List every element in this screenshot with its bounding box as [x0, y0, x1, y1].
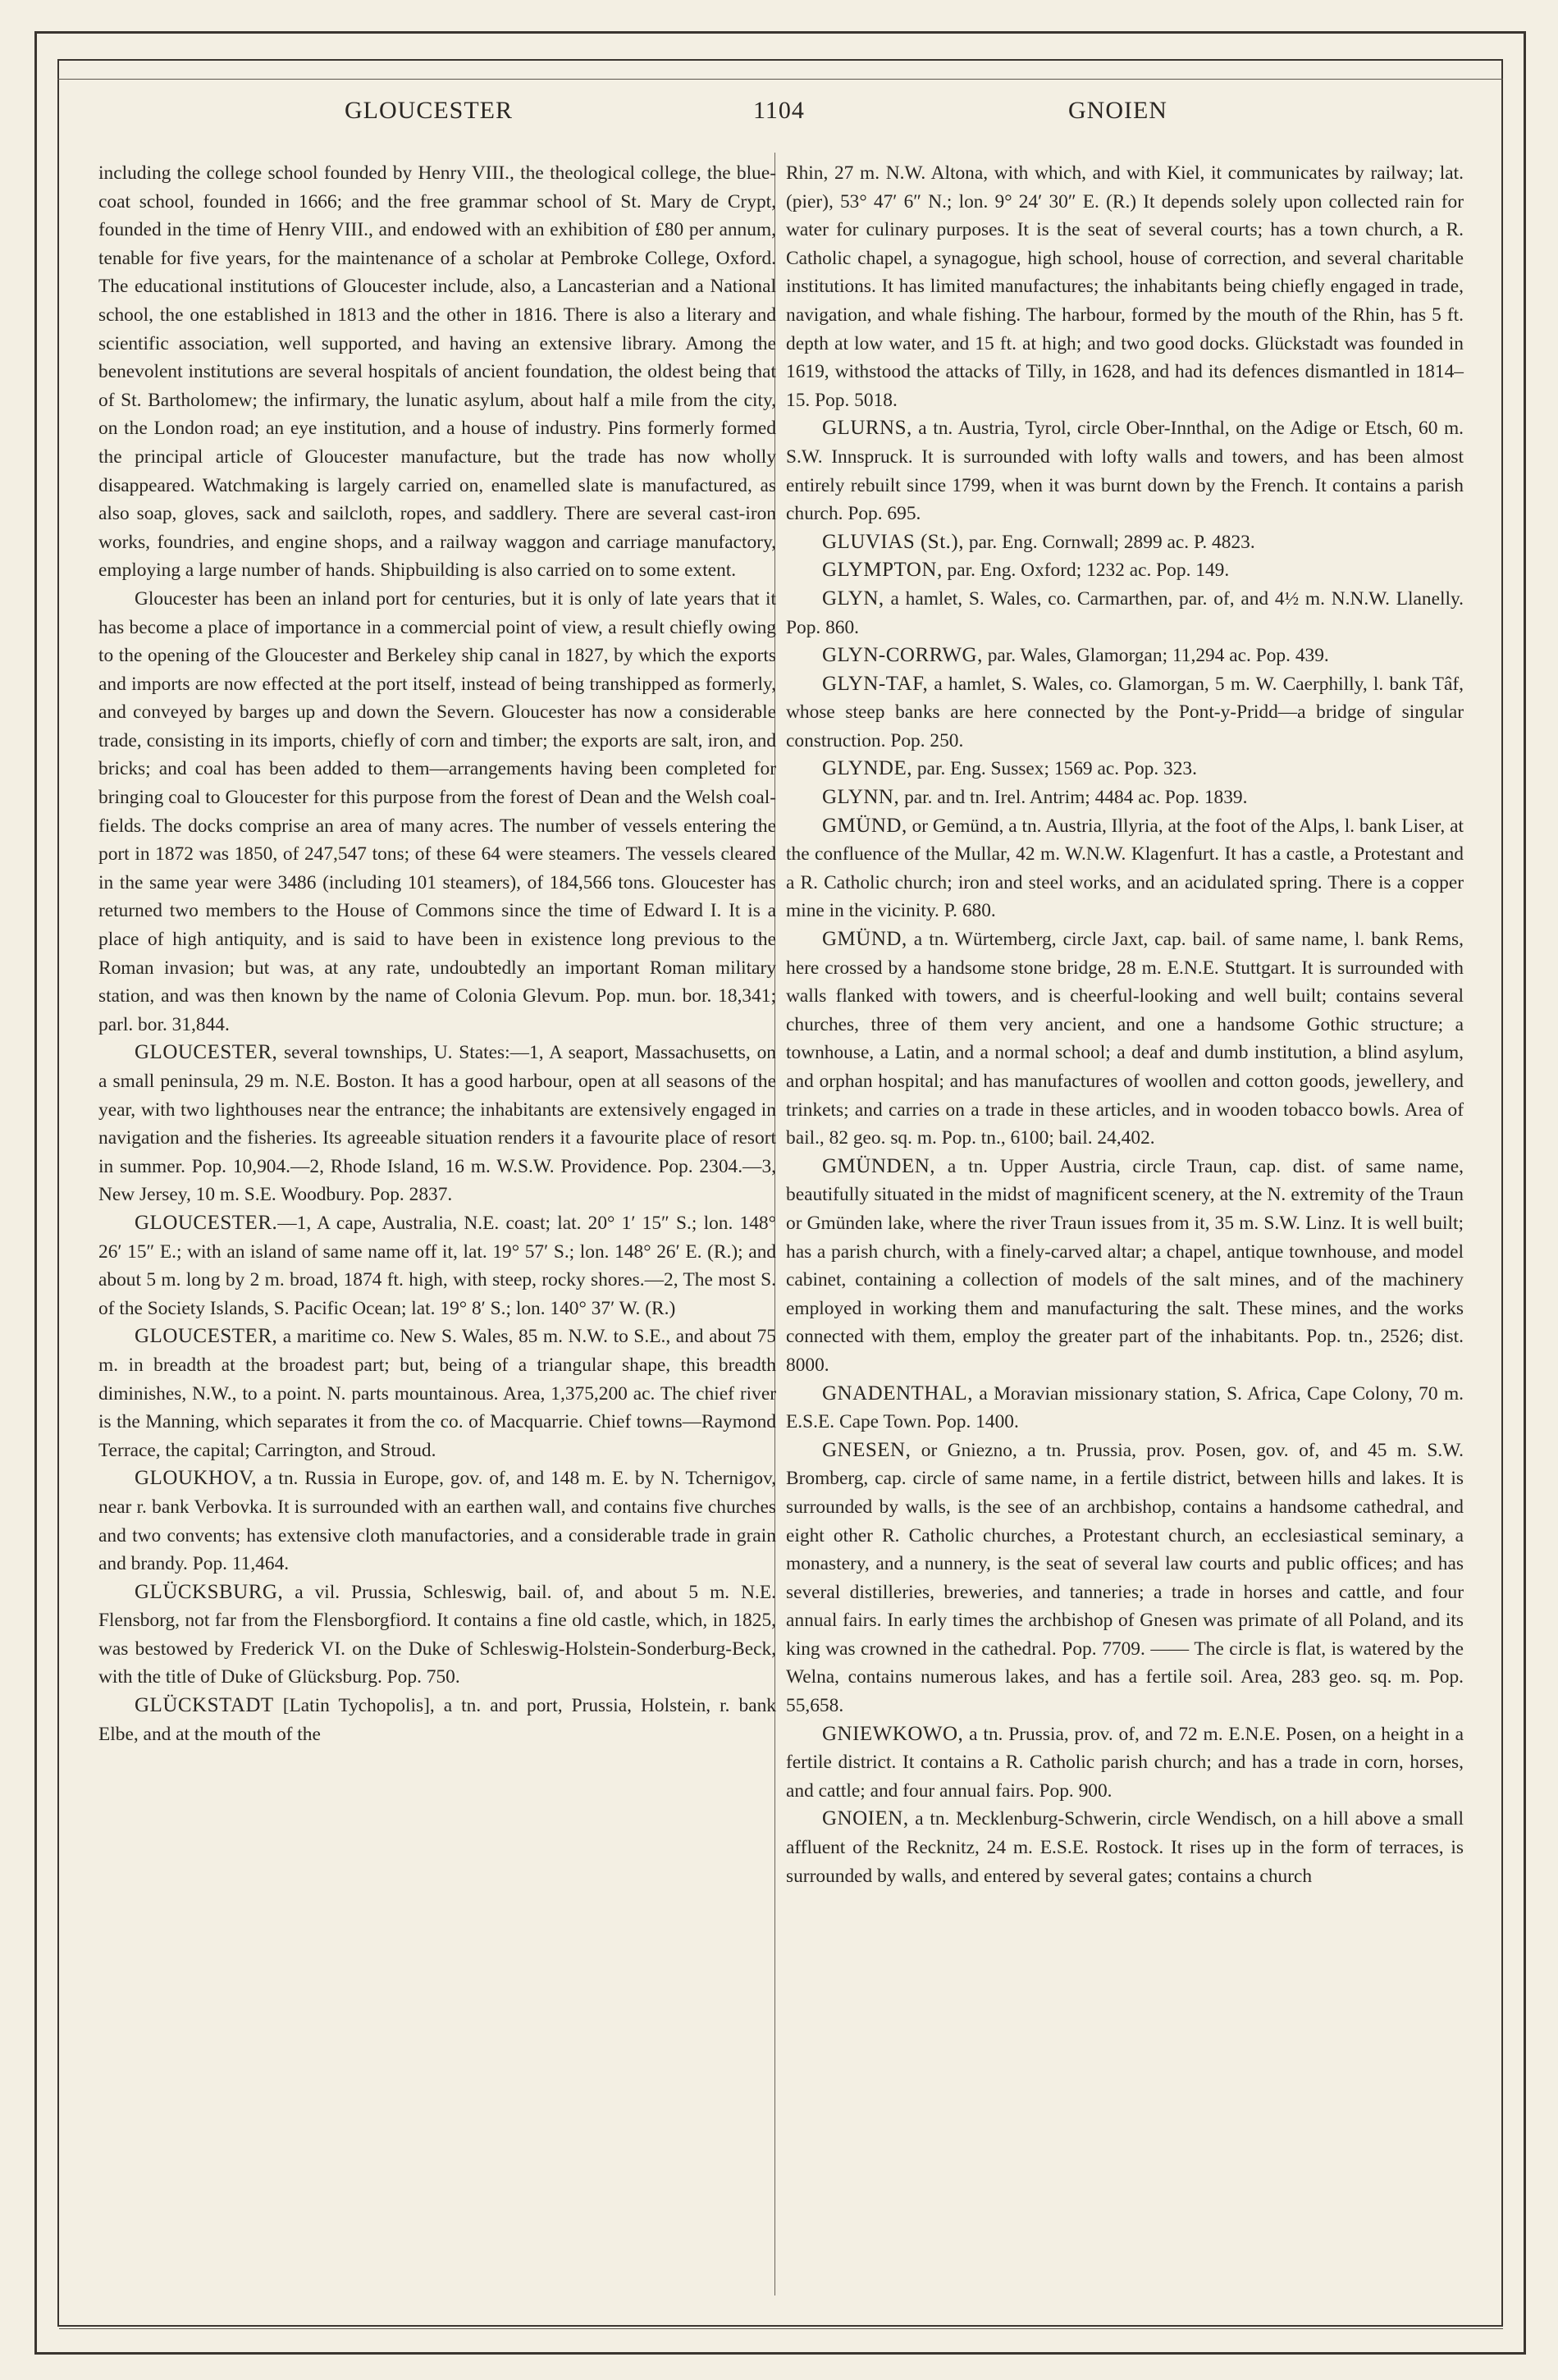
- entry-text: par. Eng. Cornwall; 2899 ac. P. 4823.: [963, 531, 1255, 553]
- entry-term: GNIEWKOWO,: [822, 1722, 964, 1745]
- entry-term: GLYNDE,: [822, 757, 913, 780]
- entry: [786, 812, 1464, 925]
- entry-text: par. Eng. Oxford; 1232 ac. Pop. 149.: [942, 560, 1230, 582]
- entry: [786, 556, 1464, 585]
- entry: [98, 1578, 776, 1692]
- page-number: 1104: [753, 97, 805, 124]
- entry-text: a hamlet, S. Wales, co. Carmarthen, par. of, and 4½ m. N.N.W. Llanelly. Pop. 860.: [786, 587, 1464, 638]
- entry-term: GMÜND,: [822, 814, 907, 837]
- entry-text: several townships, U. States:—1, A seaport, Massachusetts, on a small peninsula, 29 m. N.E. Boston. It has a good harbour, open at all seasons of the year, with two lighthouses near the entrance; the inhabitants are extensively engaged in navigation and the fisheries. Its agreeable situation renders it a favourite place of resort in summer. Pop. 10,904.—2, Rhode Island, 16 m. W.S.W. Providence. Pop. 2304.—3, New Jersey, 10 m. S.E. Woodbury. Pop. 2837.: [98, 1042, 776, 1206]
- entry-term: GNESEN,: [822, 1438, 911, 1461]
- entry: [786, 1380, 1464, 1437]
- running-header: [79, 97, 1483, 133]
- entry-text: a tn. Prussia, prov. of, and 72 m. E.N.E. Posen, on a height in a fertile district. It contains a R. Catholic parish church; and has a trade in corn, horses, and cattle; and four annual fairs. Pop. 900.: [786, 1723, 1464, 1802]
- entry-term: GLYN,: [822, 587, 884, 610]
- entry-text: —1, A cape, Australia, N.E. coast; lat. 20° 1′ 15″ S.; lon. 148° 26′ 15″ E.; with an island of same name off it, lat. 19° 57′ S.; lon. 148° 26′ E. (R.); and about 5 m. long by 2 m. broad, 1874 ft. high, with steep, rocky shores.—2, The most S. of the Society Islands, S. Pacific Ocean; lat. 19° 8′ S.; lon. 140° 37′ W. (R.): [98, 1212, 776, 1319]
- entry-text: a tn. Russia in Europe, gov. of, and 148 m. E. by N. Tchernigov, near r. bank Verbovka. It is surrounded with an earthen wall, and contains five churches and two convents; has extensive cloth manufactories, and a considerable trade in grain and brandy. Pop. 11,464.: [98, 1468, 776, 1575]
- entry: [786, 528, 1464, 557]
- entry-term: GLURNS,: [822, 417, 912, 440]
- entry-term: GMÜND,: [822, 928, 907, 951]
- entry: [98, 1692, 776, 1748]
- entry-term: GMÜNDEN,: [822, 1154, 936, 1177]
- continued-paragraph: Rhin, 27 m. N.W. Altona, with which, and with Kiel, it communicates by railway; lat. (pier), 53° 47′ 6″ N.; lon. 9° 24′ 30″ E. (R.) It depends solely upon collected rain for water for culinary purposes. It is the seat of several courts; has a town church, a R. Catholic chapel, a synagogue, high school, house of correction, and several charitable institutions. It has limited manufactures; the inhabitants being chiefly engaged in trade, navigation, and whale fishing. The harbour, formed by the mouth of the Rhin, has 5 ft. depth at low water, and 15 ft. at high; and two good docks. Glückstadt was founded in 1619, withstood the attacks of Tilly, in 1628, and had its defences dismantled in 1814–15. Pop. 5018.: [786, 162, 1464, 411]
- entry: [786, 585, 1464, 642]
- entry: [786, 1805, 1464, 1890]
- entry-text: [Latin Tychopolis], a tn. and port, Prussia, Holstein, r. bank Elbe, and at the mouth of the: [98, 1695, 776, 1745]
- entry-text: a tn. Austria, Tyrol, circle Ober-Innthal, on the Adige or Etsch, 60 m. S.W. Innspruck. It is surrounded with lofty walls and towers, and has been almost entirely rebuilt since 1799, when it was burnt down by the French. It contains a parish church. Pop. 695.: [786, 418, 1464, 525]
- entry: [786, 414, 1464, 528]
- entry-text: or Gniezno, a tn. Prussia, prov. Posen, gov. of, and 45 m. S.W. Bromberg, cap. circle of same name, in a fertile district, between hills and lakes. It is surrounded by walls, is the see of an archbishop, contains a handsome cathedral, and eight other R. Catholic churches, a Protestant church, an ecclesiastical seminary, a monastery, and a nunnery, is the seat of several law courts and public offices; and has several distilleries, breweries, and tanneries; a trade in horses and cattle, and four annual fairs. In early times the archbishop of Gnesen was primate of all Poland, and its king was crowned in the cathedral. Pop. 7709. —— The circle is flat, is watered by the Welna, contains numerous lakes, and has a fertile soil. Area, 283 geo. sq. m. Pop. 55,658.: [786, 1439, 1464, 1717]
- entry-term: GLOUCESTER,: [135, 1325, 278, 1348]
- bottom-rule: [59, 2328, 1503, 2329]
- entry-term: GLOUCESTER,: [135, 1041, 278, 1064]
- entry-term: GLYN-CORRWG,: [822, 644, 983, 667]
- right-column: [786, 159, 1464, 1890]
- entry: [98, 1209, 776, 1322]
- entry: [786, 783, 1464, 812]
- entry: [98, 1322, 776, 1464]
- left-column: [98, 159, 776, 1748]
- header-right-guideword: GNOIEN: [1068, 97, 1167, 124]
- entry-text: a hamlet, S. Wales, co. Glamorgan, 5 m. W. Caerphilly, l. bank Tâf, whose steep banks are here connected by the Pont-y-Pridd—a bridge of singular construction. Pop. 250.: [786, 673, 1464, 751]
- entry-text: a tn. Upper Austria, circle Traun, cap. dist. of same name, beautifully situated in the midst of magnificent scenery, at the N. extremity of the Traun or Gmünden lake, where the river Traun issues from it, 35 m. S.W. Linz. It is well built; has a parish church, with a finely-carved altar; a chapel, antique townhouse, and model cabinet, containing a collection of models of the salt mines, and of the machinery employed in working them and manufacturing the salt. These mines, and the works connected with them, employ the greater part of the inhabitants. Pop. tn., 2526; dist. 8000.: [786, 1155, 1464, 1376]
- entry-text: or Gemünd, a tn. Austria, Illyria, at the foot of the Alps, l. bank Liser, at the confluence of the Mullar, 42 m. W.N.W. Klagenfurt. It has a castle, a Protestant and a R. Catholic church; iron and steel works, and an acidulated spring. There is a copper mine in the vicinity. P. 680.: [786, 815, 1464, 922]
- entry: [786, 642, 1464, 670]
- entry: [98, 1039, 776, 1209]
- entry-text: a Moravian missionary station, S. Africa, Cape Colony, 70 m. E.S.E. Cape Town. Pop. 1400.: [786, 1382, 1464, 1433]
- entry-text: a vil. Prussia, Schleswig, bail. of, and about 5 m. N.E. Flensborg, not far from the Flensborgfiord. It contains a fine old castle, which, in 1825, was bestowed by Frederick VI. on the Duke of Schleswig-Holstein-Sonderburg-Beck, with the title of Duke of Glücksburg. Pop. 750.: [98, 1581, 776, 1688]
- port-paragraph: Gloucester has been an inland port for centuries, but it is only of late years that it has become a place of importance in a commercial point of view, a result chiefly owing to the opening of the Gloucester and Berkeley ship canal in 1827, by which the exports and imports are now effected at the port itself, instead of being transhipped as formerly, and conveyed by barges up and down the Severn. Gloucester has now a considerable trade, consisting in its imports, chiefly of corn and timber; the exports are salt, iron, and bricks; and coal has been added to them—arrangements having been completed for bringing coal to Gloucester for this purpose from the forest of Dean and the Welsh coal-fields. The docks comprise an area of many acres. The number of vessels entering the port in 1872 was 1850, of 247,547 tons; of these 64 were steamers. The vessels cleared in the same year were 3486 (including 101 steamers), of 184,566 tons. Gloucester has returned two members to the House of Commons since the time of Edward I. It is a place of high antiquity, and is said to have been in existence long previous to the Roman invasion; but was, at any rate, undoubtedly an important Roman military station, and was then known by the name of Colonia Glevum. Pop. mun. bor. 18,341; parl. bor. 31,844.: [98, 587, 776, 1035]
- entry-term: GNADENTHAL,: [822, 1382, 973, 1405]
- entry: [786, 1720, 1464, 1806]
- entry: [786, 1437, 1464, 1720]
- entry-term: GLUVIAS (St.),: [822, 530, 964, 553]
- entry: [786, 1153, 1464, 1380]
- continued-paragraph: including the college school founded by Henry VIII., the theological college, the blue-coat school, founded in 1666; and the free grammar school of St. Mary de Crypt, founded in the time of Henry VIII., and endowed with an exhibition of £80 per annum, tenable for five years, for the maintenance of a scholar at Pembroke College, Oxford. The educational institutions of Gloucester include, also, a Lancasterian and a National school, the one established in 1813 and the other in 1816. There is also a literary and scientific association, well supported, and having an extensive library. Among the benevolent institutions are several hospitals of ancient foundation, the oldest being that of St. Bartholomew; the infirmary, the lunatic asylum, about half a mile from the city, on the London road; an eye institution, and a house of industry. Pins formerly formed the principal article of Gloucester manufacture, but the trade has now wholly disappeared. Watchmaking is largely carried on, enamelled slate is manufactured, as also soap, gloves, sack and sailcloth, ropes, and saddlery. There are several cast-iron works, foundries, and engine shops, and a railway waggon and carriage manufactory, employing a large number of hands. Shipbuilding is also carried on to some extent.: [98, 162, 776, 582]
- entry-text: par. Wales, Glamorgan; 11,294 ac. Pop. 439.: [982, 645, 1329, 667]
- entry: [98, 1464, 776, 1578]
- entry-text: a tn. Würtemberg, circle Jaxt, cap. bail. of same name, l. bank Rems, here crossed by a handsome stone bridge, 28 m. E.N.E. Stuttgart. It is surrounded with walls flanked with towers, and is cheerful-looking and well built; contains several churches, three of them very ancient, and one a handsome Gothic structure; a townhouse, a Latin, and a normal school; a deaf and dumb institution, a blind asylum, and orphan hospital; and has manufactures of woollen and cotton goods, jewellery, and trinkets; and carries on a trade in these articles, and in wooden tobacco bowls. Area of bail., 82 geo. sq. m. Pop. tn., 6100; bail. 24,402.: [786, 929, 1464, 1149]
- entry-text: par. Eng. Sussex; 1569 ac. Pop. 323.: [912, 758, 1197, 780]
- entry-term: GLOUCESTER.: [135, 1211, 278, 1234]
- entry-term: GLOUKHOV,: [135, 1467, 258, 1490]
- entry: [786, 670, 1464, 756]
- entry-text: par. and tn. Irel. Antrim; 4484 ac. Pop. 1839.: [899, 787, 1248, 809]
- entry-term: GNOIEN,: [822, 1807, 909, 1830]
- entry: [786, 755, 1464, 783]
- header-left-guideword: GLOUCESTER: [345, 97, 513, 124]
- entry-term: GLÜCKSTADT: [135, 1694, 274, 1717]
- top-rule: [57, 79, 1503, 80]
- entry: [786, 925, 1464, 1153]
- entry-term: GLYMPTON,: [822, 559, 943, 582]
- entry-term: GLYNN,: [822, 786, 900, 809]
- entry-text: a tn. Mecklenburg-Schwerin, circle Wendisch, on a hill above a small affluent of the Recknitz, 24 m. E.S.E. Rostock. It rises up in the form of terraces, is surrounded by walls, and entered by several gates; contains a church: [786, 1808, 1464, 1887]
- entry-text: a maritime co. New S. Wales, 85 m. N.W. to S.E., and about 75 m. in breadth at the broadest part; but, being of a triangular shape, this breadth diminishes, N.W., to a point. N. parts mountainous. Area, 1,375,200 ac. The chief river is the Manning, which separates it from the co. of Macquarrie. Chief towns—Raymond Terrace, the capital; Carrington, and Stroud.: [98, 1326, 776, 1461]
- entry-term: GLÜCKSBURG,: [135, 1580, 284, 1603]
- entry-term: GLYN-TAF,: [822, 672, 929, 695]
